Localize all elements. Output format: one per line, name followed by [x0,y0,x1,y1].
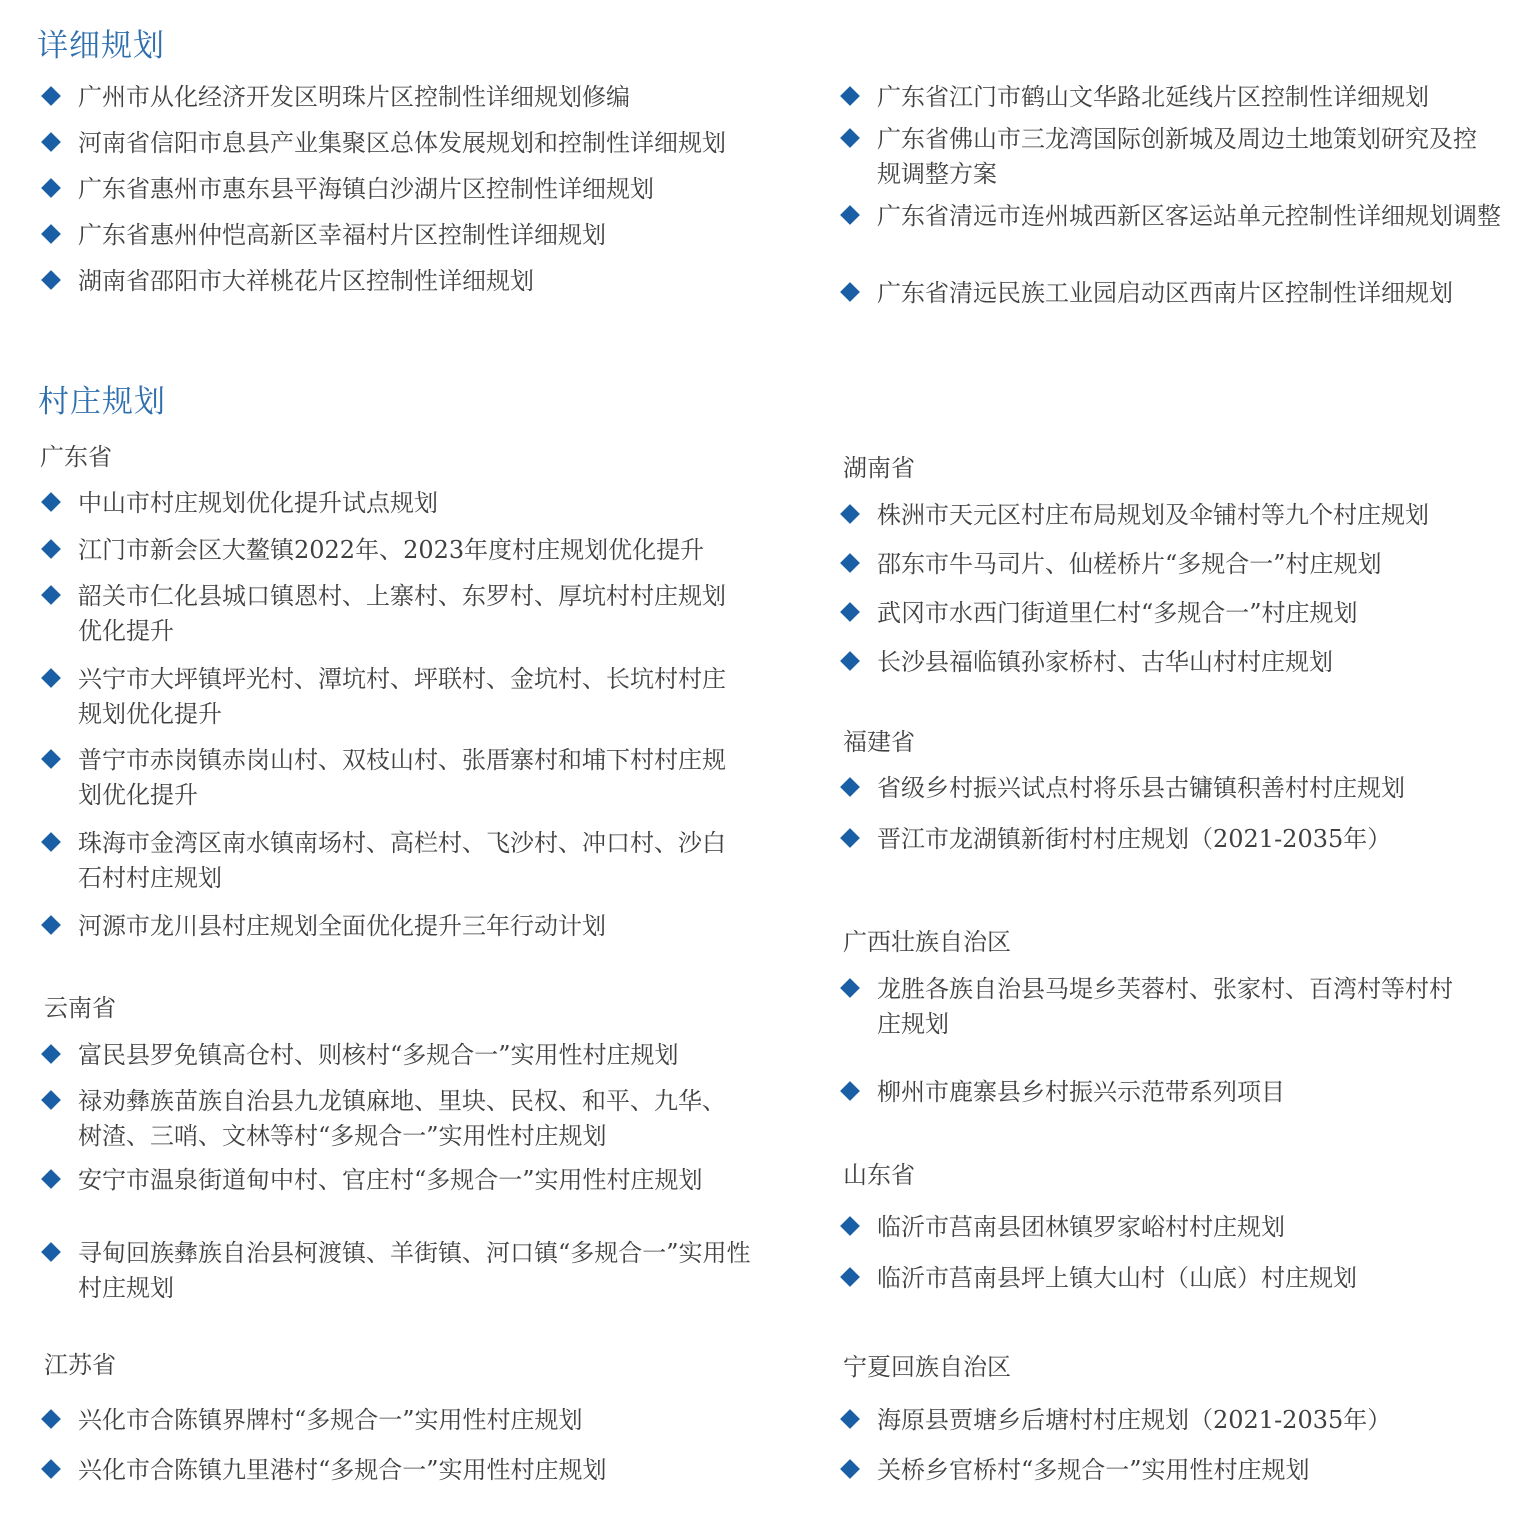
diamond-bullet-icon [41,1242,61,1262]
diamond-bullet-icon [840,978,860,998]
diamond-bullet-icon [41,1044,61,1064]
province-heading-guangxi: 广西壮族自治区 [843,928,1011,956]
diamond-bullet-icon [41,132,61,152]
diamond-bullet-icon [41,270,61,290]
diamond-bullet-icon [41,1409,61,1429]
diamond-bullet-icon [41,178,61,198]
diamond-bullet-icon [840,86,860,106]
diamond-bullet-icon [840,1081,860,1101]
diamond-bullet-icon [840,602,860,622]
diamond-bullet-icon [840,1267,860,1287]
diamond-bullet-icon [840,504,860,524]
diamond-bullet-icon [840,1216,860,1236]
diamond-bullet-icon [41,585,61,605]
diamond-bullet-icon [840,553,860,573]
province-heading-jiangsu: 江苏省 [44,1351,116,1379]
section-title-detailed: 详细规划 [37,28,165,64]
diamond-bullet-icon [840,651,860,671]
diamond-bullet-icon [41,492,61,512]
province-heading-fujian: 福建省 [843,728,915,756]
diamond-bullet-icon [41,668,61,688]
diamond-bullet-icon [41,832,61,852]
diamond-bullet-icon [41,1169,61,1189]
diamond-bullet-icon [840,282,860,302]
diamond-bullet-icon [41,1459,61,1479]
diamond-bullet-icon [840,828,860,848]
diamond-bullet-icon [41,224,61,244]
diamond-bullet-icon [41,86,61,106]
province-heading-yunnan: 云南省 [44,994,116,1022]
diamond-bullet-icon [41,539,61,559]
diamond-bullet-icon [41,915,61,935]
diamond-bullet-icon [840,1459,860,1479]
diamond-bullet-icon [840,777,860,797]
province-heading-guangdong: 广东省 [40,443,112,471]
section-title-village: 村庄规划 [38,384,166,420]
diamond-bullet-icon [840,128,860,148]
diamond-bullet-icon [840,205,860,225]
province-heading-ningxia: 宁夏回族自治区 [843,1353,1011,1381]
diamond-bullet-icon [840,1409,860,1429]
diamond-bullet-icon [41,1090,61,1110]
diamond-bullet-icon [41,749,61,769]
province-heading-shandong: 山东省 [843,1161,915,1189]
province-heading-hunan: 湖南省 [843,454,915,482]
